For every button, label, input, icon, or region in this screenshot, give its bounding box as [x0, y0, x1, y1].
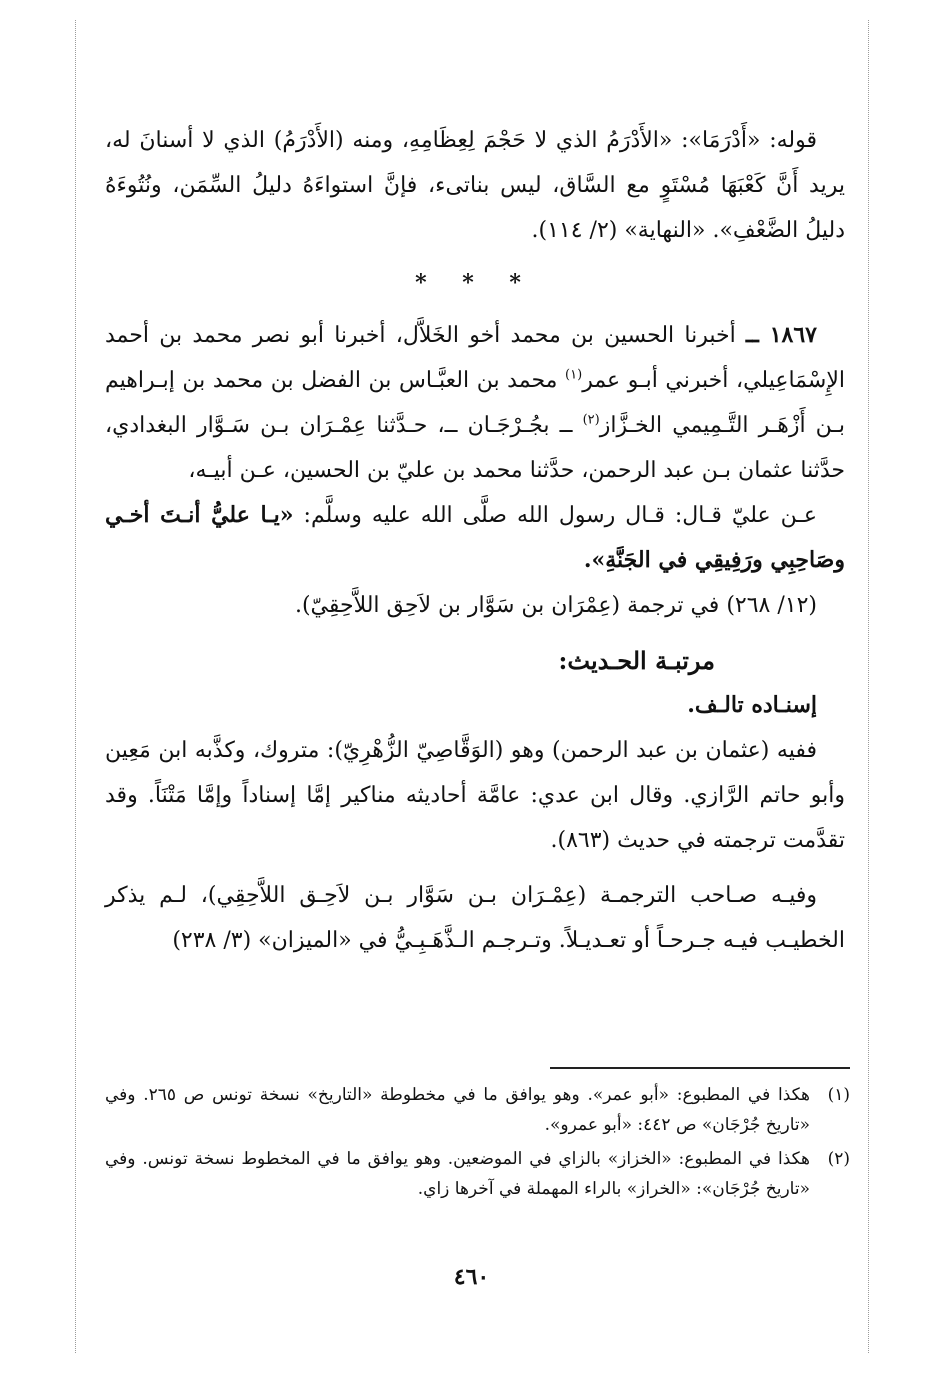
isnad-part-3: ــ بجُـرْجَـان ــ، حـدَّثنا عِمْـرَان بـن سَـوَّار البغدادي، حدَّثنا عثمان بـن عبد الرحمن، حدَّثنا محمد بن عليّ بن الحسين، عـن أبيـه،: [105, 413, 845, 483]
footnote-2-number: (٢): [827, 1149, 850, 1169]
hadith-matn: [105, 493, 845, 583]
main-text: [105, 118, 845, 963]
footnote-marker-2[interactable]: (٢): [582, 412, 600, 428]
footnote-1-number: (١): [827, 1085, 850, 1105]
footnote-2-text: هكذا في المطبوع: «الخزاز» بالزاي في الموضعين. وهو يوافق ما في المخطوط نسخة تونس. وفي «تاريخ جُرْجَان»: «الخراز» بالراء المهملة في آخرها زاي.: [105, 1149, 810, 1199]
matn-intro: عـن عليّ قـال: قـال رسول الله صلَّى الله عليه وسلَّم:: [303, 503, 817, 528]
footnote-marker-1[interactable]: (١): [565, 367, 583, 383]
grading-paragraph-2: وفيـه صـاحب الترجمـة (عِمْـرَان بـن سَوَّار بـن لاَحِـق اللاَّحِقِي)، لـم يذكر الخطيـب فيـه جـرحـاً أو تعـديـلاً. وتـرجـم الـذَّهَـبِـيُّ في «الميزان» (٣/ ٢٣٨): [105, 883, 845, 953]
isnad-part-2: محمد بن العبَّـاس بن الفضل بن محمد بن إبـراهيم بـن أَزْهَـر التَّـمِيمي الخـزَّاز: [105, 368, 845, 438]
right-margin-dotted-line: [868, 20, 869, 1353]
left-margin-dotted-line: [75, 20, 76, 1353]
footnote-divider: [550, 1067, 850, 1069]
footnotes: [105, 1080, 850, 1208]
footnote-2: [105, 1144, 850, 1204]
page-number: ٤٦٠: [453, 1264, 490, 1290]
footnote-1: [105, 1080, 850, 1140]
matn-text: «يـا عليُّ أنـتَ أخـي وصَاحِبِي ورَفِيقِي في الجَنَّةِ».: [105, 502, 845, 573]
grading-paragraph-1: ففيه (عثمان بن عبد الرحمن) وهو (الوَقَّاصِيّ الزُّهْرِيّ): متروك، وكذَّبه ابن مَعِين وأبو حاتم الرَّازي. وقال ابن عدي: عامَّة أحاديثه مناكير إمَّا إسناداً وإمَّا مَتْنَاً. وقد تقدَّمت ترجمته في حديث (٨٦٣).: [105, 738, 845, 853]
footnote-1-text: هكذا في المطبوع: «أبو عمر». وهو يوافق ما في مخطوطة «التاريخ» نسخة تونس ص ٢٦٥. وفي «تاريخ جُرْجَان» ص ٤٤٢: «أبو عمرو».: [105, 1085, 810, 1135]
grading-heading: مرتبـة الحـديث:: [558, 646, 715, 675]
isnad-part-1: أخبرنا الحسين بن محمد أخو الخَلاَّل، أخبرنا أبو نصر محمد بن أحمد الإِسْمَاعِيلي، أخبرني أبـو عمر: [105, 323, 845, 393]
top-paragraph: قوله: «أَدْرَمَا»: «الأَدْرَمُ الذي لا حَجْمَ لِعِظَامِهِ، ومنه (الأَدْرَمُ) الذي لا أسنانَ له، يريد أَنَّ كَعْبَهَا مُسْتَوٍ مع السَّاق، ليس بناتىء، فإنَّ استواءَهُ دليلُ السِّمَن، ونُتُوءَهُ دليلُ الضَّعْفِ». «النهاية» (٢/ ١١٤).: [105, 128, 845, 243]
hadith-number: ١٨٦٧ ــ: [745, 322, 817, 348]
hadith-reference: (١٢/ ٢٦٨) في ترجمة (عِمْرَان بن سَوَّار بن لاَحِق اللاَّحِقِيّ).: [294, 593, 817, 618]
section-separator: * * *: [415, 270, 535, 296]
hadith-isnad: [105, 313, 845, 493]
grading-verdict: إسنـاده تالـف.: [687, 692, 817, 718]
